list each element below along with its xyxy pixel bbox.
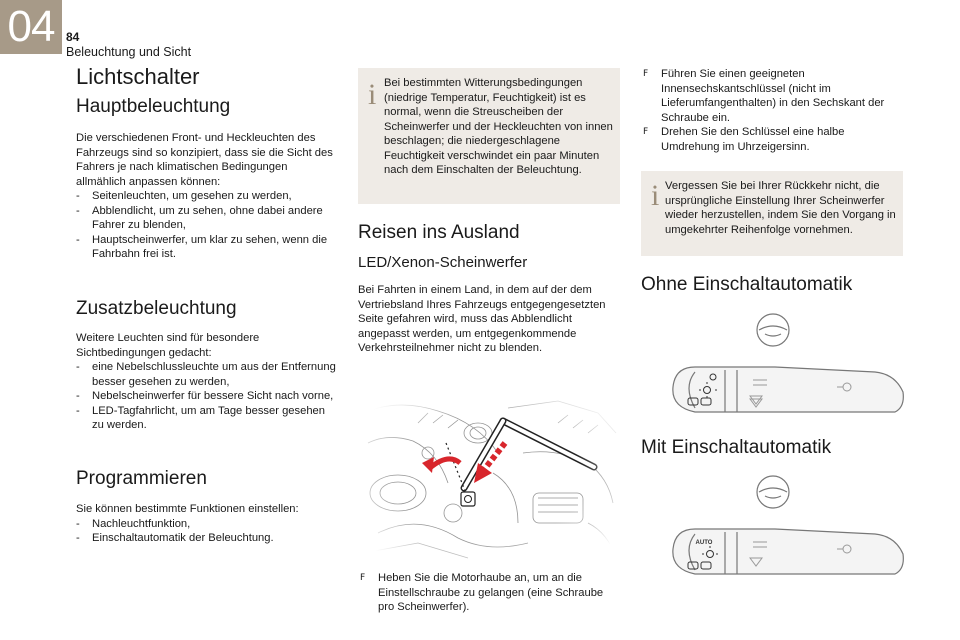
section-title: Beleuchtung und Sicht — [66, 45, 192, 59]
chapter-number: 04 — [0, 0, 62, 54]
programmieren-intro: Sie können bestimmte Funktionen einstellen: — [76, 503, 299, 515]
page-title: Lichtschalter — [76, 64, 200, 89]
programmieren-text — [76, 502, 336, 546]
steps-hex-key — [641, 67, 906, 154]
info-icon: i — [368, 78, 377, 111]
heading-mit-einschaltautomatik: Mit Einschaltautomatik — [641, 437, 832, 458]
light-stalk-illustration-auto — [655, 474, 905, 586]
heading-zusatzbeleuchtung: Zusatzbeleuchtung — [76, 298, 237, 319]
list-item: - Seitenleuchten, um gesehen zu werden, — [76, 189, 336, 204]
list-item: F Führen Sie einen geeigneten Innensechskantschlüssel (nicht im Lieferumfangenthalten) in den Sechskant der Schraube ein. — [641, 67, 906, 125]
step-open-bonnet — [358, 571, 620, 615]
list-item: - Abblendlicht, um zu sehen, ohne dabei andere Fahrer zu blenden, — [76, 204, 336, 233]
info-box-restore — [641, 171, 903, 256]
heading-ohne-einschaltautomatik: Ohne Einschaltautomatik — [641, 274, 853, 295]
info-box-condensation — [358, 68, 620, 204]
engine-bay-illustration — [358, 393, 620, 565]
list-item: - Nachleuchtfunktion, — [76, 517, 336, 532]
reisen-text: Bei Fahrten in einem Land, in dem auf der dem Vertriebsland Ihres Fahrzeugs entgegengesetzten Seite gefahren wird, muss das Abblendlicht angepasst werden, um entgegenkommende Verkehrsteilnehmer nicht zu blenden. — [358, 284, 606, 354]
subheading-led-xenon: LED/Xenon-Scheinwerfer — [358, 254, 528, 271]
list-item: - Einschaltautomatik der Beleuchtung. — [76, 531, 336, 546]
hauptbeleuchtung-text — [76, 131, 336, 262]
hauptbeleuchtung-intro: Die verschiedenen Front- und Heckleuchten des Fahrzeugs sind so konzipiert, dass sie die Sicht des Fahrers je nach klimatischen Bedingungen allmählich anpassen können: — [76, 132, 333, 188]
info-icon: i — [651, 179, 660, 212]
list-item: - Hauptscheinwerfer, um klar zu sehen, wenn die Fahrbahn frei ist. — [76, 233, 336, 262]
programmieren-list — [76, 517, 336, 546]
info-text: Vergessen Sie bei Ihrer Rückkehr nicht, die ursprüngliche Einstellung Ihrer Scheinwerfer wieder herzustellen, indem Sie den Vorgang in umgekehrter Reihenfolge vornehmen. — [665, 180, 896, 236]
info-text: Bei bestimmten Witterungsbedingungen (niedrige Temperatur, Feuchtigkeit) ist es normal, wenn die Streuscheiben der Scheinwerfer und der Heckleuchten von innen beschlagen; die niedergeschlagene Feuchtigkeit verschwindet ein paar Minuten nach dem Einschalten der Beleuchtung. — [384, 77, 613, 176]
zusatzbeleuchtung-intro: Weitere Leuchten sind für besondere Sichtbedingungen gedacht: — [76, 332, 260, 359]
hauptbeleuchtung-list — [76, 189, 336, 262]
page-number: 84 — [66, 30, 80, 44]
heading-hauptbeleuchtung: Hauptbeleuchtung — [76, 96, 231, 117]
zusatzbeleuchtung-text — [76, 331, 336, 433]
heading-programmieren: Programmieren — [76, 468, 207, 489]
list-item: - eine Nebelschlussleuchte um aus der Entfernung besser gesehen zu werden, — [76, 360, 336, 389]
list-item: F Heben Sie die Motorhaube an, um an die Einstellschraube zu gelangen (eine Schraube pro Scheinwerfer). — [358, 571, 620, 615]
list-item: - Nebelscheinwerfer für bessere Sicht nach vorne, — [76, 389, 336, 404]
heading-reisen: Reisen ins Ausland — [358, 222, 520, 243]
list-item: - LED-Tagfahrlicht, um am Tage besser gesehen zu werden. — [76, 404, 336, 433]
light-stalk-illustration-manual — [655, 312, 905, 424]
zusatzbeleuchtung-list — [76, 360, 336, 433]
list-item: F Drehen Sie den Schlüssel eine halbe Umdrehung im Uhrzeigersinn. — [641, 125, 906, 154]
auto-label: AUTO — [695, 540, 713, 546]
